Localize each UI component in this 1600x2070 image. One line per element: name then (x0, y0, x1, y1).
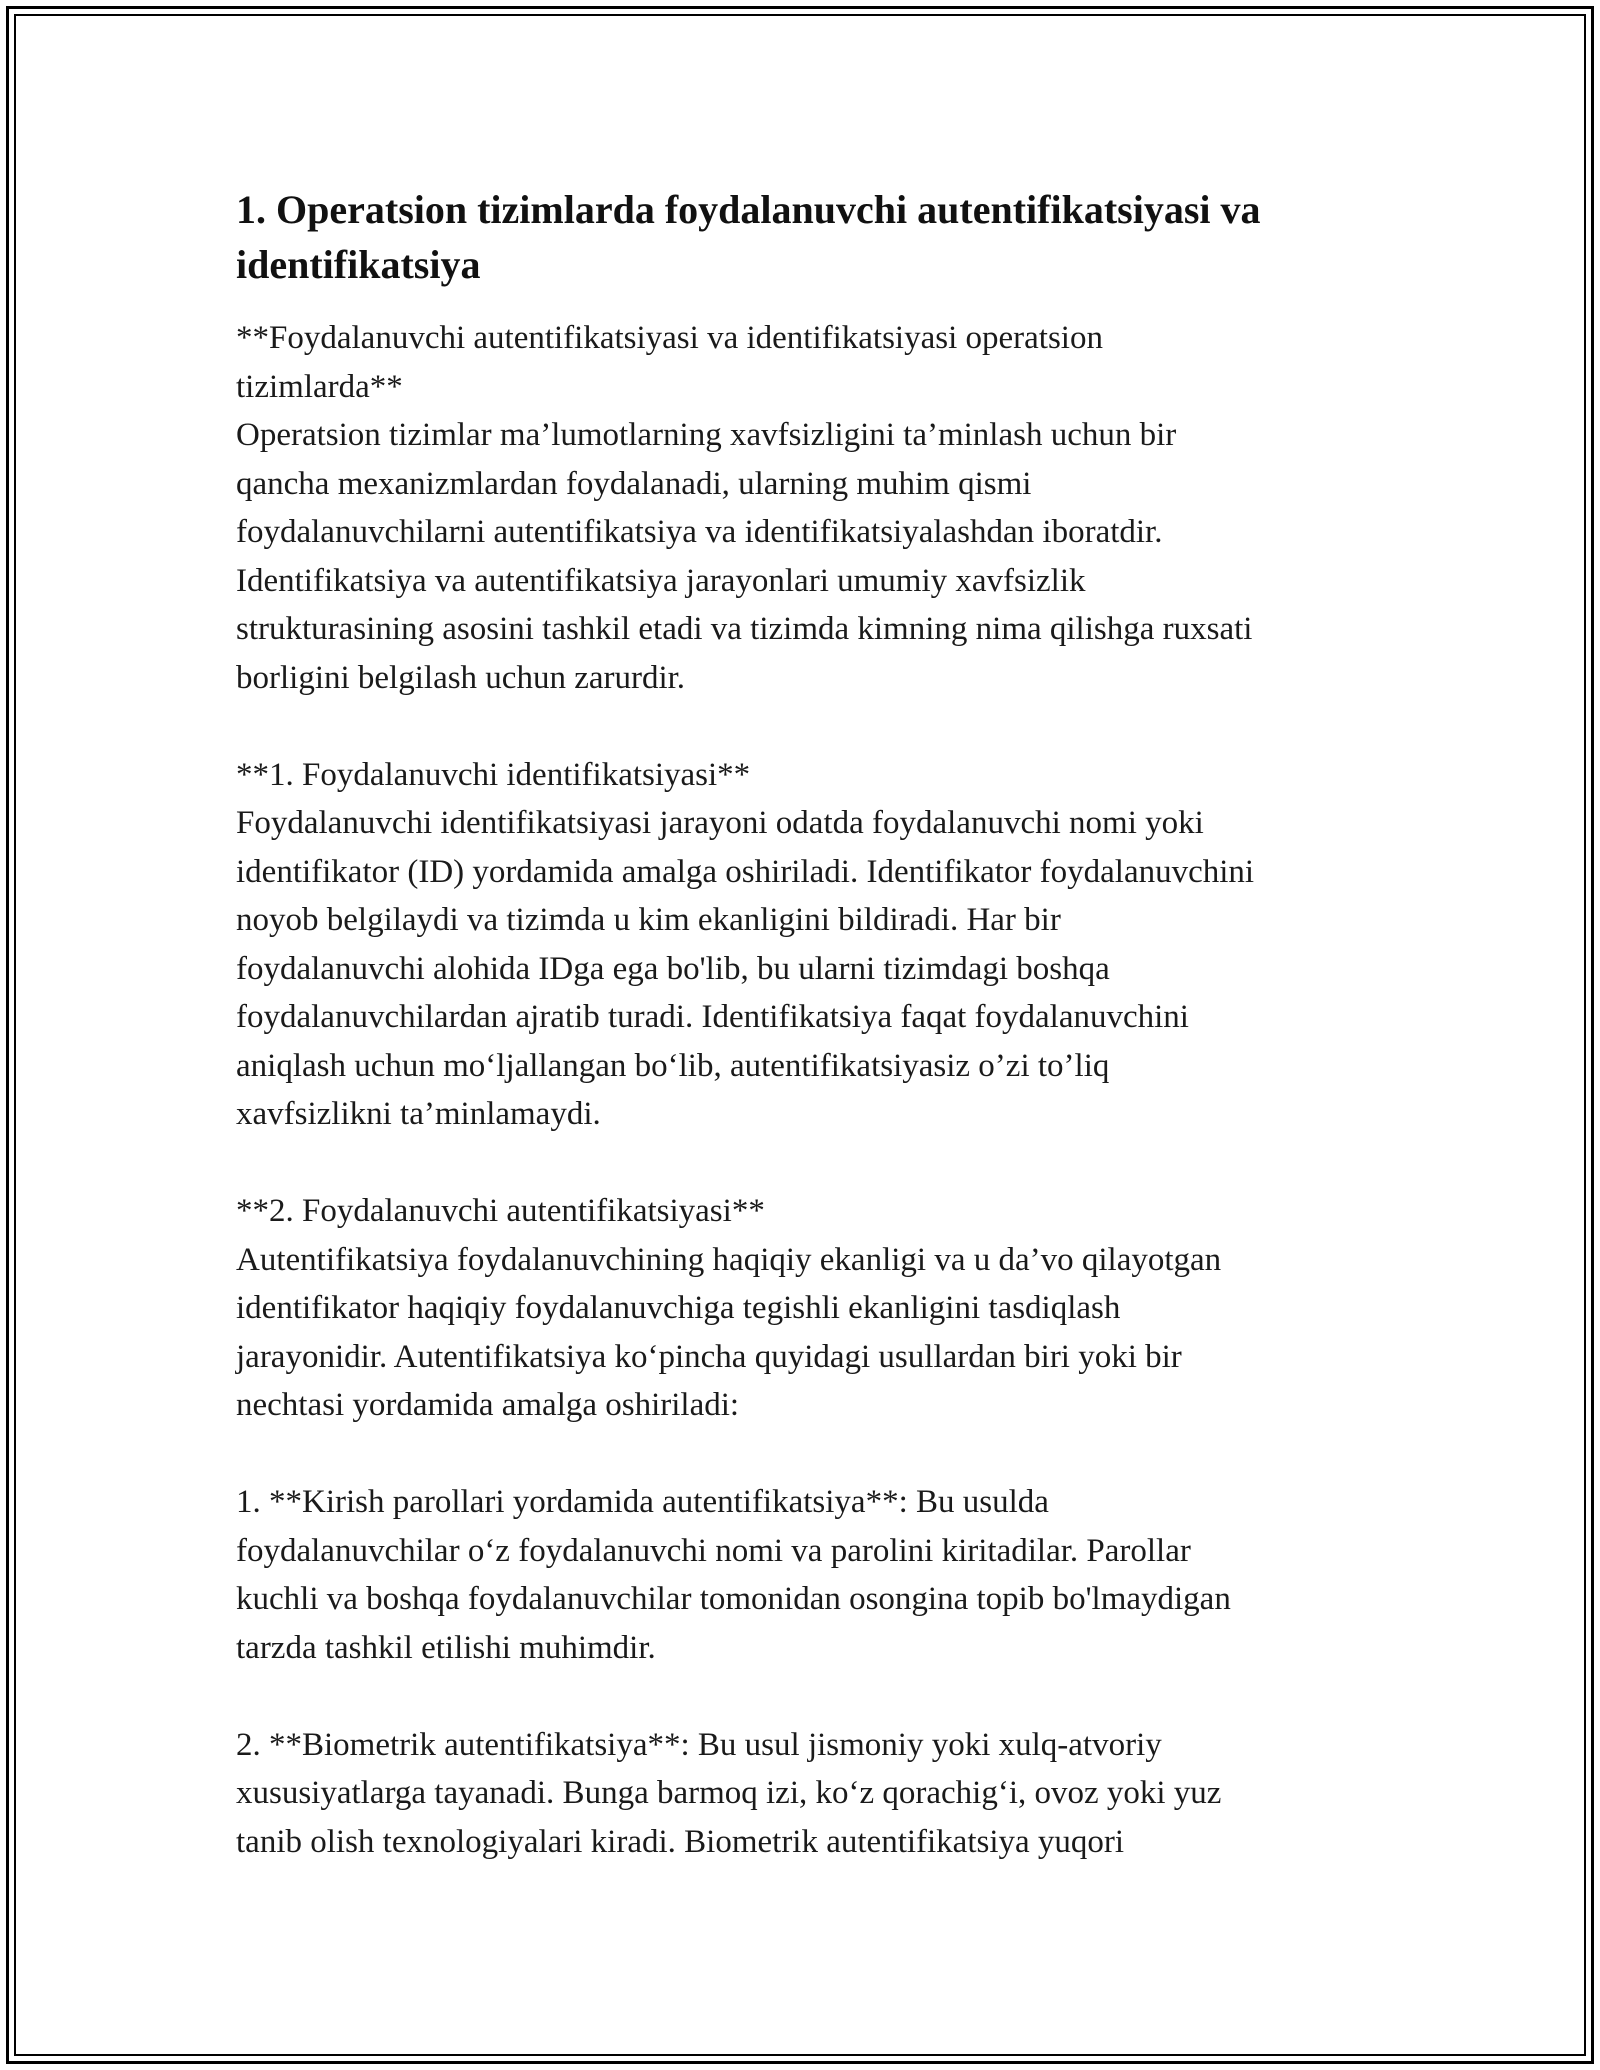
text-line: aniqlash uchun mo‘ljallangan bo‘lib, autentifikatsiyasiz o’zi to’liq (236, 1047, 1110, 1084)
list-item: 1. **Kirish parollari yordamida autentifikatsiya**: Bu usulda (236, 1484, 1049, 1520)
text-line: **Foydalanuvchi autentifikatsiyasi va identifikatsiyasi operatsion (236, 320, 1103, 356)
text-line: Operatsion tizimlar ma’lumotlarning xavfsizligini ta’minlash uchun bir (236, 417, 1177, 453)
text-line: nechtasi yordamida amalga oshiriladi: (236, 1387, 740, 1423)
text-line: Autentifikatsiya foydalanuvchining haqiqiy ekanligi va u da’vo qilayotgan (236, 1241, 1222, 1278)
paragraph-gap (236, 1672, 1386, 1721)
text-line: qancha mexanizmlardan foydalanadi, ularning muhim qismi (236, 465, 1032, 502)
section-heading: **1. Foydalanuvchi identifikatsiyasi** (236, 756, 751, 793)
title-line: 1. Operatsion tizimlarda foydalanuvchi autentifikatsiyasi va (236, 187, 1261, 232)
text-line: tizimlarda** (236, 368, 403, 405)
text-line: foydalanuvchilar o‘z foydalanuvchi nomi va parolini kiritadilar. Parollar (236, 1532, 1191, 1569)
text-line: Foydalanuvchi identifikatsiyasi jarayoni odatda foydalanuvchi nomi yoki (236, 805, 1204, 841)
text-line: noyob belgilaydi va tizimda u kim ekanligini bildiradi. Har bir (236, 902, 1061, 938)
paragraph-gap (236, 1139, 1386, 1188)
text-line: xususiyatlarga tayanadi. Bunga barmoq izi, ko‘z qorachig‘i, ovoz yoki yuz (236, 1775, 1222, 1811)
document-title (236, 182, 1386, 292)
text-line: strukturasining asosini tashkil etadi va tizimda kimning nima qilishga ruxsati (236, 611, 1253, 647)
paragraph-gap (236, 702, 1386, 751)
paragraph-gap (236, 1430, 1386, 1479)
text-line: foydalanuvchi alohida IDga ega bo'lib, bu ularni tizimdagi boshqa (236, 950, 1110, 987)
title-line: identifikatsiya (236, 242, 481, 287)
text-line: foydalanuvchilarni autentifikatsiya va identifikatsiyalashdan iboratdir. (236, 514, 1163, 550)
text-line: kuchli va boshqa foydalanuvchilar tomonidan osongina topib bo'lmaydigan (236, 1581, 1231, 1617)
text-line: tanib olish texnologiyalari kiradi. Biometrik autentifikatsiya yuqori (236, 1823, 1125, 1860)
document-text (236, 314, 1386, 1866)
list-item: 2. **Biometrik autentifikatsiya**: Bu usul jismoniy yoki xulq-atvoriy (236, 1726, 1162, 1763)
text-line: identifikator haqiqiy foydalanuvchiga tegishli ekanligini tasdiqlash (236, 1290, 1121, 1326)
text-line: Identifikatsiya va autentifikatsiya jarayonlari umumiy xavfsizlik (236, 562, 1086, 599)
text-line: jarayonidir. Autentifikatsiya ko‘pincha quyidagi usullardan biri yoki bir (236, 1338, 1182, 1375)
text-line: foydalanuvchilardan ajratib turadi. Identifikatsiya faqat foydalanuvchini (236, 999, 1189, 1035)
text-line: identifikator (ID) yordamida amalga oshiriladi. Identifikator foydalanuvchini (236, 853, 1255, 890)
section-heading: **2. Foydalanuvchi autentifikatsiyasi** (236, 1193, 765, 1229)
text-line: tarzda tashkil etilishi muhimdir. (236, 1629, 656, 1666)
text-line: borligini belgilash uchun zarurdir. (236, 659, 686, 696)
document-body (236, 182, 1386, 1866)
text-line: xavfsizlikni ta’minlamaydi. (236, 1096, 601, 1132)
